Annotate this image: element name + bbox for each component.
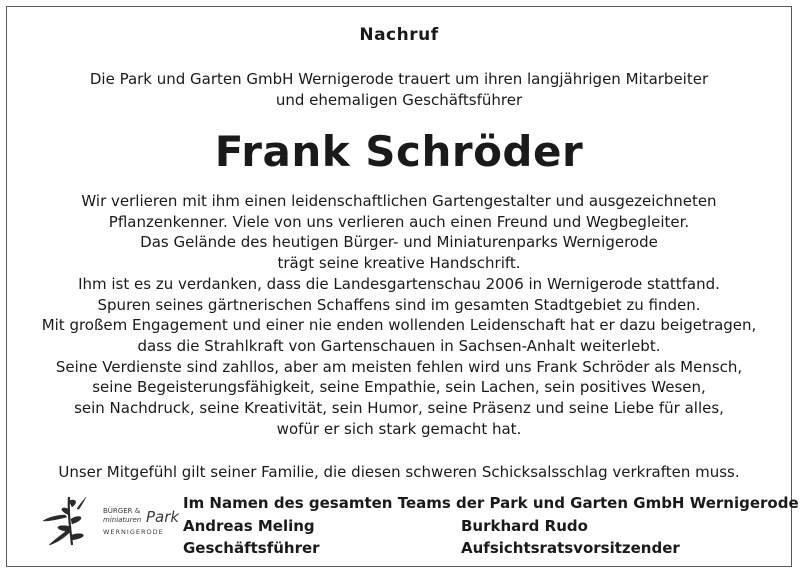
signatory-name: Andreas Meling xyxy=(183,517,315,535)
logo-text-park: Park xyxy=(146,508,180,526)
tribute-line: Spuren seines gärtnerischen Schaffens sind im gesamten Stadtgebiet zu finden. xyxy=(97,295,701,314)
logo-text-line2: miniaturen xyxy=(103,516,142,524)
notice-heading: Nachruf xyxy=(359,25,439,45)
signatory-title: Aufsichtsratsvorsitzender xyxy=(461,539,680,557)
plant-logo-icon xyxy=(43,497,86,545)
tribute-line: seine Begeisterungsfähigkeit, seine Empathie, sein Lachen, sein positives Wesen, xyxy=(92,378,706,397)
intro-text xyxy=(7,69,791,111)
intro-line: Die Park und Garten GmbH Wernigerode trauert um ihren langjährigen Mitarbeiter xyxy=(89,70,709,88)
tribute-text xyxy=(7,191,791,439)
tribute-line: Mit großem Engagement und einer nie enden wollenden Leidenschaft hat er dazu beigetragen, xyxy=(41,316,757,335)
condolence-text: Unser Mitgefühl gilt seiner Familie, die diesen schweren Schicksalsschlag verkraften muss. xyxy=(58,463,740,481)
tribute-line: dass die Strahlkraft von Gartenschauen in Sachsen-Anhalt weiterlebt. xyxy=(137,336,661,355)
signatory-right xyxy=(461,515,680,559)
tribute-line: sein Nachdruck, seine Kreativität, sein Humor, seine Präsenz und seine Liebe für alles, xyxy=(74,399,724,418)
tribute-line: trägt seine kreative Handschrift. xyxy=(277,254,521,273)
logo-text-line1: BÜRGER & xyxy=(103,507,141,515)
tribute-line: Seine Verdienste sind zahllos, aber am meisten fehlen wird uns Frank Schröder als Mensch, xyxy=(55,357,743,376)
deceased-name: Frank Schröder xyxy=(214,127,584,176)
intro-line: und ehemaligen Geschäftsführer xyxy=(275,91,523,109)
tribute-line: Ihm ist es zu verdanken, dass die Landesgartenschau 2006 in Wernigerode stattfand. xyxy=(78,274,720,293)
tribute-line: Pflanzenkenner. Viele von uns verlieren auch einen Freund und Wegbegleiter. xyxy=(108,212,690,231)
tribute-line: wofür er sich stark gemacht hat. xyxy=(276,419,522,438)
signatory-left xyxy=(183,515,320,559)
tribute-line: Wir verlieren mit ihm einen leidenschaftlichen Gartengestalter und ausgezeichneten xyxy=(81,192,717,210)
obituary-notice xyxy=(6,6,799,567)
signatory-name: Burkhard Rudo xyxy=(461,517,588,535)
tribute-line: Das Gelände des heutigen Bürger- und Miniaturenparks Wernigerode xyxy=(140,233,658,252)
park-logo xyxy=(39,493,189,549)
logo-text-city: WERNIGERODE xyxy=(103,528,164,536)
signatory-title: Geschäftsführer xyxy=(183,539,320,557)
signature-team: Im Namen des gesamten Teams der Park und Garten GmbH Wernigerode xyxy=(183,494,799,512)
